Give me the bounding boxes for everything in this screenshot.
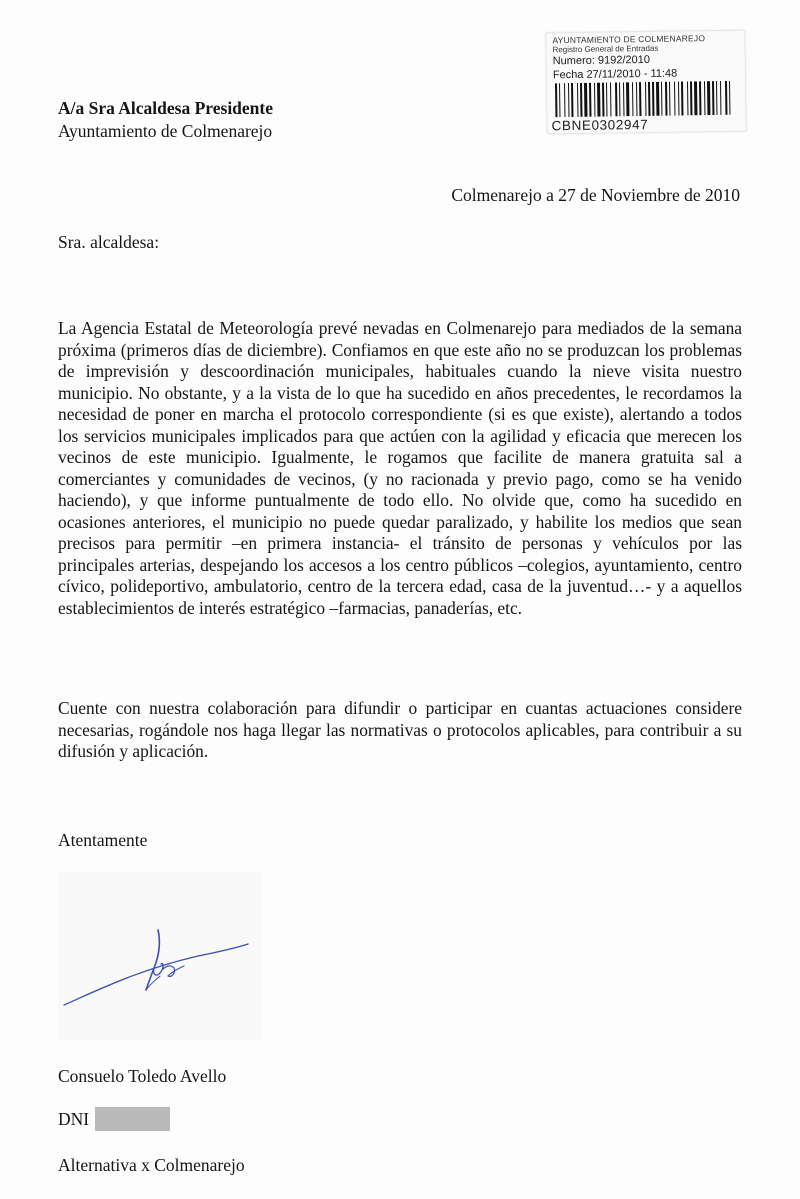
barcode-bar: [623, 82, 624, 116]
barcode-bar: [704, 81, 705, 115]
barcode-bar: [648, 82, 650, 116]
barcode-bar: [639, 82, 641, 116]
registry-stamp: [545, 30, 746, 135]
recipient-block: [58, 97, 273, 143]
barcode-bar: [674, 82, 675, 116]
barcode-bar: [687, 81, 688, 115]
barcode-bar: [626, 82, 629, 116]
salutation: Sra. alcaldesa:: [58, 232, 160, 252]
barcode-bar: [699, 81, 701, 115]
barcode-bar: [681, 81, 683, 115]
barcode-bar: [665, 82, 667, 116]
stamp-registry: Registro General de Entradas: [552, 43, 659, 55]
barcode-bar: [580, 83, 582, 117]
barcode-bar: [577, 83, 578, 117]
body-paragraph-1: La Agencia Estatal de Meteorología prevé nevadas en Colmenarejo para mediados de la semana próxima (primeros días de diciembre). Confiamos en que este año no se produzcan los problemas de imprevisión y descoordinación municipales, habituales cuando la nieve visita nuestro municipio. No obstante, y a la vista de lo que ha sucedido en años precedentes, le recordamos la necesidad de poner en marcha el protocolo correspondiente (si es que existe), alertando a todos los servicios municipales implicados para que actúen con la agilidad y eficacia que merecen los vecinos de este municipio. Igualmente, le rogamos que facilite de manera gratuita sal a comerciantes y comunidades de vecinos, (y no racionada y previo pago, como se ha venido haciendo), y que informe puntualmente de todo ello. No olvide que, como ha sucedido en ocasiones anteriores, el municipio no puede quedar paralizado, y habilite los medios que sean precisos para permitir –en primera instancia- el tránsito de personas y vehículos por las principales arterias, despejando los accesos a los centro públicos –colegios, ayuntamiento, centro cívico, polideportivo, ambulatorio, centro de la tercera edad, casa de la juventud…- y a aquellos establecimientos de interés estratégico –farmacias, panaderías, etc.: [58, 318, 742, 618]
barcode-bar: [632, 82, 633, 116]
stamp-number: Numero: 9192/2010: [552, 53, 651, 68]
barcode-bar: [707, 81, 710, 115]
barcode-bar: [725, 81, 727, 115]
place-date: Colmenarejo a 27 de Noviembre de 2010: [451, 185, 740, 205]
barcode-bar: [694, 81, 697, 115]
barcode-bar: [571, 83, 573, 117]
barcode-bar: [690, 81, 692, 115]
signature-area: [58, 872, 262, 1040]
barcode-bar: [656, 82, 659, 116]
barcode-bar: [669, 82, 670, 116]
barcode-bar: [712, 81, 714, 115]
dni-redaction: [95, 1107, 170, 1131]
barcode-bar: [661, 82, 662, 116]
barcode-bar: [645, 82, 646, 116]
barcode-bar: [678, 82, 679, 116]
barcode-bar: [729, 81, 730, 115]
barcode-bar: [615, 82, 617, 116]
recipient-title: A/a Sra Alcaldesa Presidente: [58, 98, 274, 118]
barcode-bar: [584, 83, 587, 117]
barcode-bar: [619, 82, 620, 116]
dni-label: DNI: [58, 1108, 90, 1129]
barcode-bar: [716, 81, 717, 115]
closing: Atentamente: [58, 830, 148, 850]
signer-name: Consuelo Toledo Avello: [58, 1066, 227, 1086]
barcode-bar: [568, 83, 569, 117]
stamp-barcode: [553, 81, 737, 118]
barcode-bar: [610, 82, 611, 116]
stamp-date: Fecha 27/11/2010 - 11:48: [552, 67, 678, 82]
dni-row: [58, 1107, 170, 1131]
barcode-bar: [720, 81, 721, 115]
recipient-entity: Ayuntamiento de Colmenarejo: [58, 121, 273, 141]
barcode-bar: [564, 83, 565, 117]
barcode-bar: [559, 83, 560, 117]
barcode-bar: [652, 82, 654, 116]
barcode-bar: [555, 83, 557, 117]
barcode-bar: [594, 83, 595, 117]
barcode-bar: [597, 83, 600, 117]
barcode-bar: [636, 82, 637, 116]
barcode-bar: [606, 83, 607, 117]
stamp-organization: AYUNTAMIENTO DE COLMENAREJO: [552, 33, 706, 46]
barcode-bar: [602, 83, 604, 117]
signature-image: [58, 872, 262, 1040]
signer-organization: Alternativa x Colmenarejo: [58, 1155, 245, 1175]
stamp-code: CBNE0302947: [551, 116, 649, 134]
barcode-bar: [589, 83, 591, 117]
body-paragraph-2: Cuente con nuestra colaboración para difundir o participar en cuantas actuaciones considere necesarias, rogándole nos haga llegar las normativas o protocolos aplicables, para contribuir a su difusión y aplicación.: [58, 698, 742, 761]
